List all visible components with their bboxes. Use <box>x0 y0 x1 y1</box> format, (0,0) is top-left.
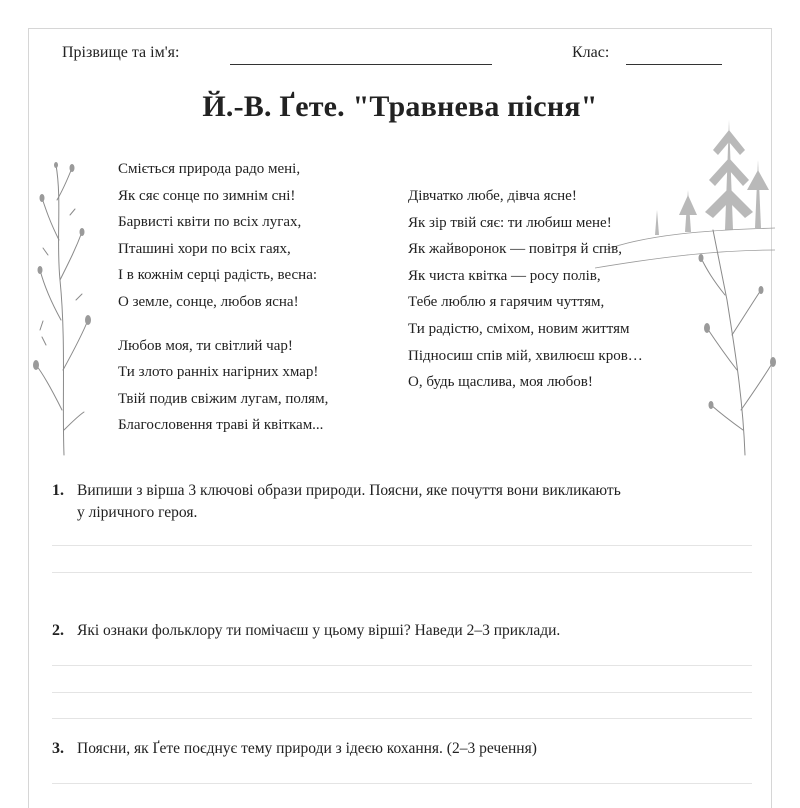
task-number: 2. <box>52 622 64 639</box>
task-number: 3. <box>52 740 64 757</box>
task-text: Поясни, як Ґете поєднує тему природи з ідеєю кохання. (2–3 речення) <box>77 740 537 757</box>
poem-line: Тебе люблю я гарячим чуттям, <box>408 294 605 311</box>
task-text: Які ознаки фольклору ти помічаєш у цьому вірші? Наведи 2–3 приклади. <box>77 622 561 639</box>
task-text-line: Випиши з вірша 3 ключові образи природи. Поясни, яке почуття вони викликають <box>77 482 621 499</box>
poem-line: І в кожнім серці радість, весна: <box>118 267 318 284</box>
answer-line[interactable] <box>52 545 752 546</box>
poem-line: Благословення траві й квіткам... <box>118 417 324 434</box>
name-field-line[interactable] <box>230 64 492 65</box>
class-label: Клас: <box>572 44 610 61</box>
answer-line[interactable] <box>52 665 752 666</box>
class-field-line[interactable] <box>626 64 722 65</box>
answer-line[interactable] <box>52 718 752 719</box>
poem-line: Як жайворонок — повітря й спів, <box>408 241 623 258</box>
student-info-row <box>62 44 722 68</box>
poem-line: О, будь щаслива, моя любов! <box>408 374 593 391</box>
name-label: Прізвище та ім'я: <box>62 44 180 61</box>
poem-line: О земле, сонце, любов ясна! <box>118 293 299 310</box>
answer-line[interactable] <box>52 692 752 693</box>
poem-line: Як чиста квітка — росу полів, <box>408 267 601 284</box>
poem-line: Підносиш спів мій, хвилюєш кров… <box>408 347 643 364</box>
poem-line: Ти радістю, сміхом, новим життям <box>408 320 630 337</box>
task-text-line: у ліричного героя. <box>77 504 198 521</box>
poem-line: Любов моя, ти світлий чар! <box>118 337 293 354</box>
poem-line: Сміється природа радо мені, <box>118 161 301 177</box>
wildflower-sprig-icon <box>26 160 96 460</box>
poem-left-column <box>118 156 328 439</box>
poem-line: Пташині хори по всіх гаях, <box>118 240 291 257</box>
poem-line: Твій подив свіжим лугам, полям, <box>118 390 329 407</box>
poem-line: Барвисті квіти по всіх лугах, <box>118 214 302 231</box>
poem-line: Як сяє сонце по зимнім сні! <box>118 187 296 204</box>
poem-line: Як зір твій сяє: ти любиш мене! <box>408 214 612 231</box>
task-text <box>77 480 727 524</box>
poem-right-column <box>408 183 643 396</box>
poem-line: Дівчатко любе, дівча ясне! <box>408 188 577 204</box>
answer-line[interactable] <box>52 783 752 784</box>
poem-line: Ти злото ранніх нагірних хмар! <box>118 364 319 381</box>
page-title: Й.-В. Ґете. "Травнева пісня" <box>202 90 598 123</box>
task-number: 1. <box>52 482 64 499</box>
stanza-gap <box>118 316 328 333</box>
answer-line[interactable] <box>52 572 752 573</box>
